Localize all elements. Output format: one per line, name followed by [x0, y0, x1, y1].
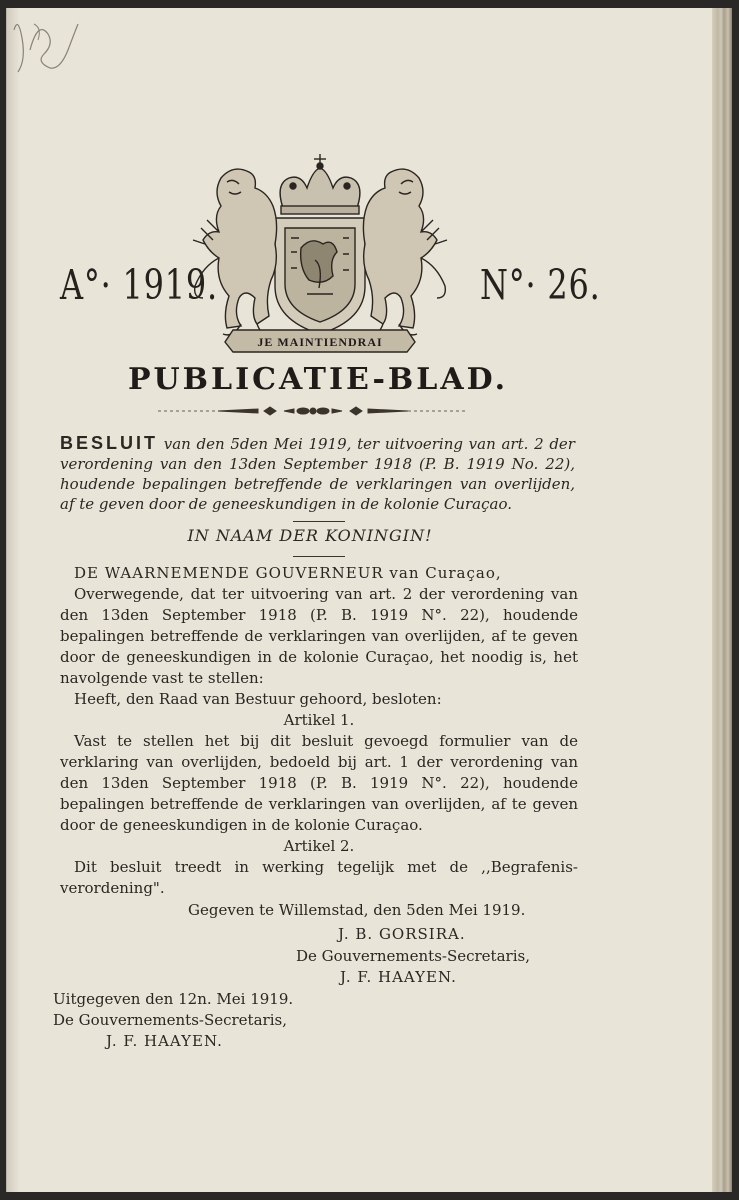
- page-edge: [712, 8, 732, 1192]
- secretary-title: De Gouvernements-Secretaris,: [296, 947, 530, 965]
- article-2-title: Artikel 2.: [283, 837, 355, 855]
- article-1-text: Vast te stellen het bij dit besluit gevoegd formulier van de verklaring van overlijden, bedoeld bij art. 1 der verordening van den 13den September 1918 (P. B. 1919 N°. 22), houdende bepalingen betreffende de verklaringen van overlijden, af te geven door de geneeskundigen in de kolonie Curaçao.: [60, 732, 578, 834]
- ornament-divider: [158, 404, 468, 418]
- besluit-lead: BESLUIT: [60, 433, 159, 453]
- secretary-signature: J. F. HAAYEN.: [340, 968, 457, 986]
- article-2-text: Dit besluit treedt in werking tegelijk met de ,,Begrafenis-verordening".: [60, 858, 578, 897]
- page-shadow: [6, 8, 20, 1192]
- section-heading: IN NAAM DER KONINGIN!: [187, 526, 433, 545]
- governor-line: DE WAARNEMENDE GOUVERNEUR van Curaçao,: [74, 564, 502, 582]
- coat-of-arms-icon: [183, 148, 457, 358]
- divider-rule: [293, 521, 345, 522]
- document-body: [60, 563, 578, 899]
- motto-text: JE MAINTIENDRAI: [257, 335, 383, 349]
- issue-number: N°· 26.: [480, 261, 601, 309]
- handwritten-mark: [8, 10, 88, 90]
- divider-rule: [293, 556, 345, 557]
- issued-line: Uitgegeven den 12n. Mei 1919.: [53, 990, 294, 1008]
- issued-secretary-title: De Gouvernements-Secretaris,: [53, 1011, 287, 1029]
- besluit-paragraph: [60, 433, 575, 514]
- article-1-title: Artikel 1.: [283, 711, 355, 729]
- governor-signature: J. B. GORSIRA.: [338, 925, 466, 943]
- heard-line: Heeft, den Raad van Bestuur gehoord, besloten:: [74, 690, 442, 708]
- considering-paragraph: Overwegende, dat ter uitvoering van art. 2 der verordening van den 13den September 1918 (P. B. 1919 N°. 22), houdende bepalingen betreffende de verklaringen van overlijden, af te geven door de geneeskundigen in de kolonie Curaçao, het noodig is, het navolgende vast te stellen:: [60, 585, 578, 687]
- page-title: PUBLICATIE-BLAD.: [127, 362, 509, 397]
- given-line: Gegeven te Willemstad, den 5den Mei 1919.: [188, 901, 526, 919]
- issued-secretary-signature: J. F. HAAYEN.: [106, 1032, 223, 1050]
- year-label: A°· 1919.: [60, 261, 218, 309]
- besluit-text: van den 5den Mei 1919, ter uitvoering van art. 2 der verordening van den 13den September 1918 (P. B. 1919 No. 22), houdende bepalingen betreffende de verklaringen van overlijden, af te geven door de geneeskundigen in de kolonie Curaçao.: [60, 435, 575, 513]
